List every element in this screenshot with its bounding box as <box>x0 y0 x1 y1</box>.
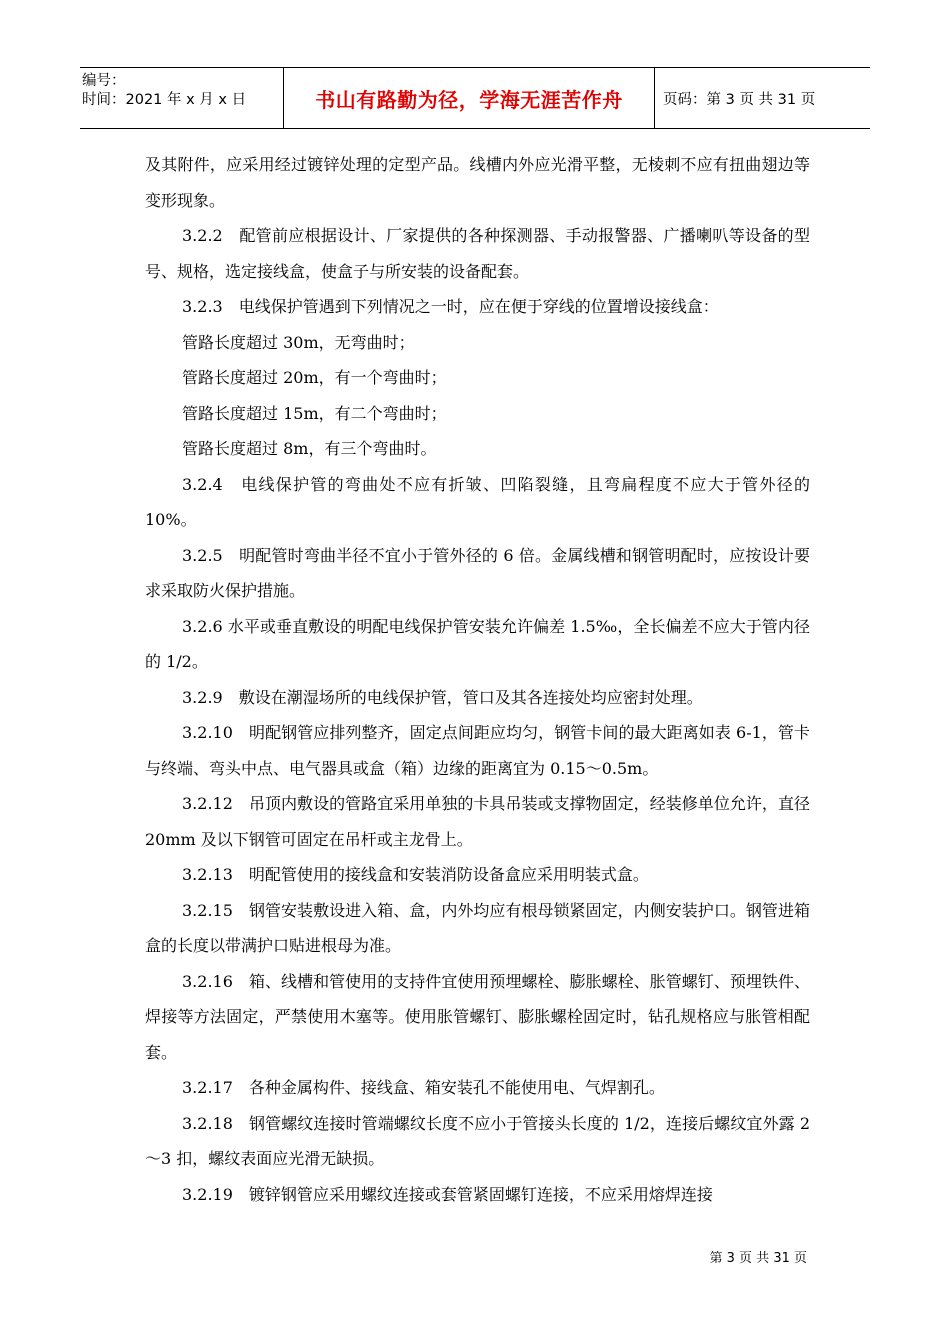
paragraph: 3.2.18 钢管螺纹连接时管端螺纹长度不应小于管接头长度的 1/2，连接后螺纹宜外露 2～3 扣，螺纹表面应光滑无缺损。 <box>145 1113 810 1168</box>
serial-label: 编号： <box>82 73 126 89</box>
paragraph: 3.2.4 电线保护管的弯曲处不应有折皱、凹陷裂缝，且弯扁程度不应大于管外径的 10%。 <box>145 474 810 529</box>
paragraph: 3.2.12 吊顶内敷设的管路宜采用单独的卡具吊装或支撑物固定，经装修单位允许，直径 20mm 及以下钢管可固定在吊杆或主龙骨上。 <box>145 794 810 849</box>
paragraph: 3.2.16 箱、线槽和管使用的支持件宜使用预埋螺栓、膨胀螺栓、胀管螺钉、预埋铁件、焊接等方法固定，严禁使用木塞等。使用胀管螺钉、膨胀螺栓固定时，钻孔规格应与胀管相配套。 <box>145 971 810 1062</box>
paragraph: 3.2.19 镀锌钢管应采用螺纹连接或套管紧固螺钉连接，不应采用熔焊连接 <box>182 1184 713 1204</box>
paragraph: 3.2.5 明配管时弯曲半径不宜小于管外径的 6 倍。金属线槽和钢管明配时，应按设计要求采取防火保护措施。 <box>145 545 810 600</box>
paragraph: 3.2.17 各种金属构件、接线盒、箱安装孔不能使用电、气焊割孔。 <box>182 1078 665 1097</box>
list-item: 管路长度超过 20m，有一个弯曲时； <box>182 368 447 387</box>
header-meta <box>80 68 283 128</box>
paragraph: 及其附件，应采用经过镀锌处理的定型产品。线槽内外应光滑平整，无棱刺不应有扭曲翅边等变形现象。 <box>145 155 810 210</box>
document-body <box>145 147 810 1212</box>
page-label: 页码：第 3 页 共 31 页 <box>663 91 816 108</box>
paragraph: 3.2.15 钢管安装敷设进入箱、盒，内外均应有根母锁紧固定，内侧安装护口。钢管进箱盒的长度以带满护口贴进根母为准。 <box>145 900 810 955</box>
header-page-cell <box>655 68 870 128</box>
time-label: 时间：2021 年 x 月 x 日 <box>82 92 247 108</box>
list-item: 管路长度超过 30m，无弯曲时； <box>182 332 415 352</box>
paragraph: 3.2.2 配管前应根据设计、厂家提供的各种探测器、手动报警器、广播喇叭等设备的型号、规格，选定接线盒，使盒子与所安装的设备配套。 <box>145 226 810 281</box>
page-header <box>80 67 870 129</box>
paragraph: 3.2.10 明配钢管应排列整齐，固定点间距应均匀，钢管卡间的最大距离如表 6-1，管卡与终端、弯头中点、电气器具或盒（箱）边缘的距离宜为 0.15～0.5m。 <box>145 723 810 778</box>
paragraph: 3.2.6 水平或垂直敷设的明配电线保护管安装允许偏差 1.5‰，全长偏差不应大于管内径的 1/2。 <box>145 616 810 671</box>
paragraph: 3.2.13 明配管使用的接线盒和安装消防设备盒应采用明装式盒。 <box>182 865 649 884</box>
paragraph: 3.2.3 电线保护管遇到下列情况之一时，应在便于穿线的位置增设接线盒： <box>182 297 719 316</box>
motto-text: 书山有路勤为径，学海无涯苦作舟 <box>315 87 623 112</box>
paragraph: 3.2.9 敷设在潮湿场所的电线保护管，管口及其各连接处均应密封处理。 <box>182 687 703 707</box>
header-motto-cell <box>283 68 655 128</box>
page-footer: 第 3 页 共 31 页 <box>709 1251 807 1266</box>
list-item: 管路长度超过 8m，有三个弯曲时。 <box>182 439 437 458</box>
list-item: 管路长度超过 15m，有二个弯曲时； <box>182 403 447 423</box>
